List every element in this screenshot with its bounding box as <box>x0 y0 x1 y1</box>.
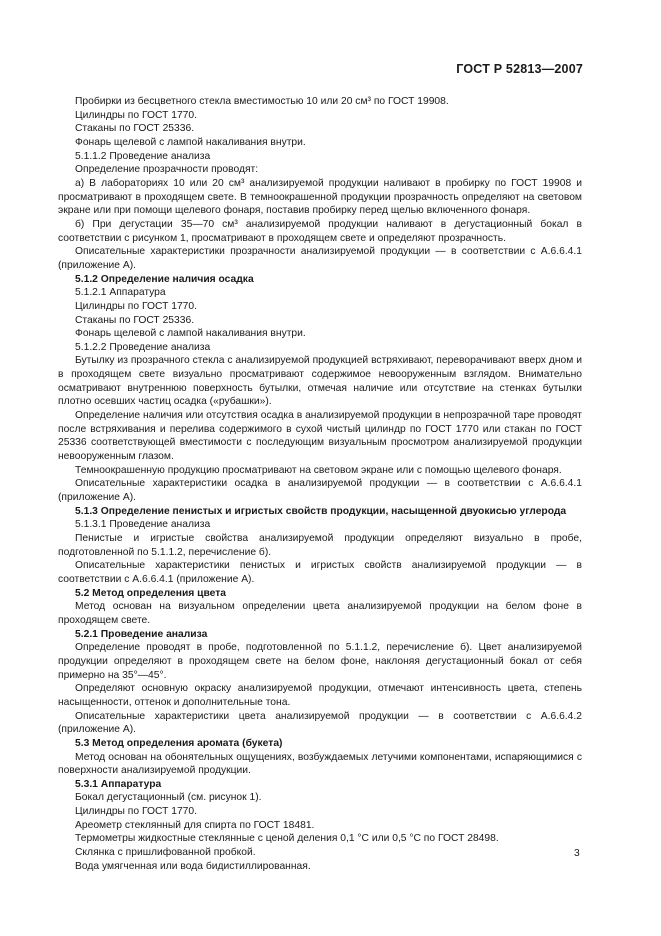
list-item: б) При дегустации 35—70 см³ анализируемой продукции наливают в дегустационный бокал в соответствии с рисунком 1, просматривают в проходящем свете и определяют прозрачность. <box>58 218 582 244</box>
body-paragraph: Определение наличия или отсутствия осадка в анализируемой продукции в непрозрачной таре проводят после встряхивания и перелива содержимого в сухой чистый цилиндр по ГОСТ 1770 или стакан по ГОСТ 25336 соответствующей вместимости с последующим визуальным просмотром анализируемой продукции невооруженным глазом. <box>58 410 582 463</box>
document-body <box>58 95 582 873</box>
body-paragraph: Определение проводят в пробе, подготовленной по 5.1.1.2, перечисление б). Цвет анализируемой продукции определяют в проходящем свете на белом фоне, наклоняя дегустационный бокал от себя примерно на 35°—45°. <box>58 642 582 681</box>
section-heading: 5.2 Метод определения цвета <box>75 587 227 599</box>
body-paragraph: Стаканы по ГОСТ 25336. <box>75 123 195 135</box>
subclause-heading: 5.1.3.1 Проведение анализа <box>75 519 211 531</box>
body-paragraph: Стаканы по ГОСТ 25336. <box>75 314 195 326</box>
body-paragraph: Бокал дегустационный (см. рисунок 1). <box>75 792 262 804</box>
body-paragraph: Склянка с пришлифованной пробкой. <box>75 847 256 859</box>
section-heading: 5.3.1 Аппаратура <box>75 778 162 790</box>
body-paragraph: Ареометр стеклянный для спирта по ГОСТ 18481. <box>75 819 315 831</box>
list-item: а) В лабораториях 10 или 20 см³ анализируемой продукции наливают в пробирку по ГОСТ 19908 и просматривают в проходящем свете. В темноокрашенной продукции прозрачность определяют на световом экране или при помощи щелевого фонаря, поставив пробирку перед щелью включенного фонаря. <box>58 177 582 217</box>
subclause-heading: 5.1.1.2 Проведение анализа <box>75 150 211 162</box>
body-paragraph: Фонарь щелевой с лампой накаливания внутри. <box>75 136 306 148</box>
body-paragraph: Пробирки из бесцветного стекла вместимостью 10 или 20 см³ по ГОСТ 19908. <box>75 96 449 107</box>
body-paragraph: Термометры жидкостные стеклянные с ценой деления 0,1 °С или 0,5 °С по ГОСТ 28498. <box>75 833 499 845</box>
section-heading: 5.2.1 Проведение анализа <box>75 628 208 640</box>
body-paragraph: Метод основан на обонятельных ощущениях, возбуждаемых летучими компонентами, испаряющимися с поверхности анализируемой продукции. <box>58 751 582 777</box>
page-number: 3 <box>574 848 580 859</box>
body-paragraph: Определяют основную окраску анализируемой продукции, отмечают интенсивность цвета, степень насыщенности, оттенок и дополнительные тона. <box>58 683 582 708</box>
body-paragraph: Цилиндры по ГОСТ 1770. <box>75 109 197 121</box>
body-paragraph: Описательные характеристики пенистых и игристых свойств анализируемой продукции — в соответствии с А.6.6.4.1 (приложение А). <box>58 560 582 585</box>
body-paragraph: Цилиндры по ГОСТ 1770. <box>75 300 197 312</box>
body-paragraph: Бутылку из прозрачного стекла с анализируемой продукцией встряхивают, переворачивают вверх дном и в проходящем свете визуально просматривают содержимое невооруженным взглядом. Внимательно осматривают внутреннюю поверхность бутылки, отмечая наличие или отсутствие на стенках бутылки плотно осевших частиц осадка («рубашки»). <box>58 355 582 408</box>
body-paragraph: Определение прозрачности проводят: <box>75 164 259 176</box>
body-paragraph: Пенистые и игристые свойства анализируемой продукции определяют визуально в пробе, подготовленной по 5.1.1.2, перечисление б). <box>58 533 582 558</box>
body-paragraph: Описательные характеристики цвета анализируемой продукции — в соответствии с А.6.6.4.2 (приложение А). <box>58 710 582 736</box>
section-heading: 5.3 Метод определения аромата (букета) <box>75 737 283 749</box>
body-paragraph: Описательные характеристики осадка в анализируемой продукции — в соответствии с А.6.6.4.1 (приложение А). <box>58 478 582 504</box>
body-paragraph: Метод основан на визуальном определении цвета анализируемой продукции на белом фоне в проходящем свете. <box>58 601 582 626</box>
body-paragraph: Вода умягченная или вода бидистиллированная. <box>75 860 311 872</box>
body-paragraph: Описательные характеристики прозрачности анализируемой продукции — в соответствии с А.6.6.4.1 (приложение А). <box>58 246 582 271</box>
subclause-heading: 5.1.2.1 Аппаратура <box>75 287 166 299</box>
body-paragraph: Цилиндры по ГОСТ 1770. <box>75 806 197 818</box>
body-paragraph: Фонарь щелевой с лампой накаливания внутри. <box>75 328 306 340</box>
section-heading: 5.1.2 Определение наличия осадка <box>75 273 254 285</box>
subclause-heading: 5.1.2.2 Проведение анализа <box>75 341 211 353</box>
standard-header: ГОСТ Р 52813—2007 <box>456 62 583 76</box>
body-paragraph: Темноокрашенную продукцию просматривают на световом экране или с помощью щелевого фонаря. <box>75 464 562 476</box>
section-heading: 5.1.3 Определение пенистых и игристых свойств продукции, насыщенной двуокисью углерода <box>75 505 567 517</box>
